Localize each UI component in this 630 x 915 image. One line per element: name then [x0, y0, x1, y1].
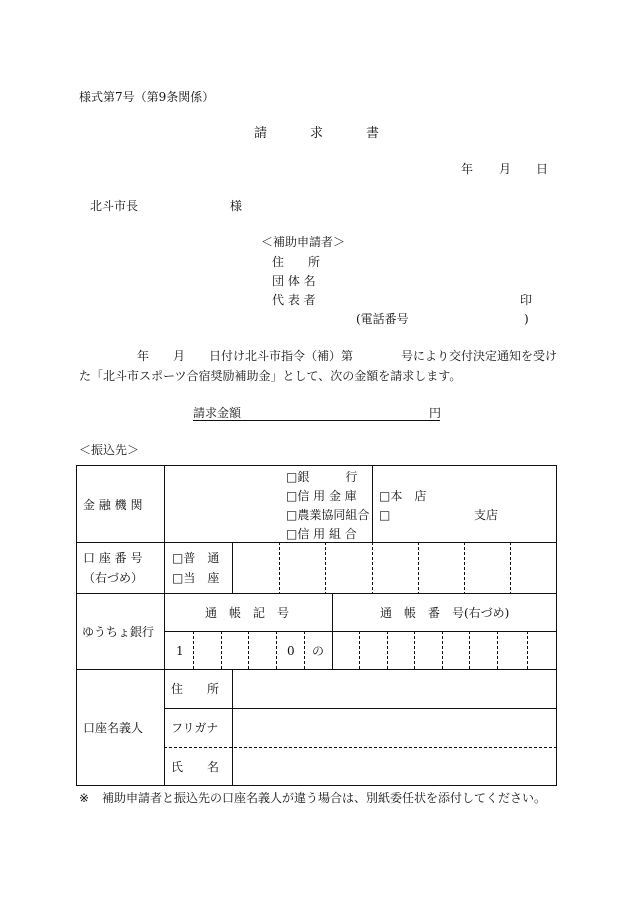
- body-month: 月: [173, 349, 186, 363]
- seal-mark: 印: [520, 293, 533, 307]
- bank-type-shinkin: □信 用 金 庫: [286, 489, 357, 503]
- title-char-3: 書: [366, 126, 380, 141]
- body-notice-text: 号により交付決定通知を受け: [401, 349, 558, 363]
- footnote-mark: ※: [79, 791, 90, 805]
- body-year: 年: [137, 349, 150, 363]
- account-number-note: （右づめ）: [83, 571, 144, 585]
- transfer-heading: ＜振込先＞: [79, 443, 140, 457]
- applicant-address-label: 住 所: [272, 255, 321, 269]
- account-type-checking[interactable]: □当 座: [172, 571, 220, 585]
- phone-label: (電話番号: [356, 312, 409, 326]
- date-day: 日: [536, 162, 549, 176]
- title-char-2: 求: [310, 126, 324, 141]
- applicant-rep-label: 代 表 者: [272, 293, 316, 307]
- holder-label: 口座名義人: [83, 721, 144, 735]
- bank-label: 金 融 機 関: [83, 498, 143, 512]
- bank-type-bank: □銀 行: [286, 470, 358, 484]
- body-request-text: た「北斗市スポーツ合宿奨励補助金」として、次の金額を請求します。: [79, 369, 462, 383]
- yucho-no-char: の: [312, 644, 325, 658]
- holder-kana-label: フリガナ: [171, 721, 219, 735]
- form-number: 様式第7号（第9条関係）: [79, 90, 215, 104]
- passbook-number-header: 通 帳 番 号(右づめ): [380, 606, 510, 620]
- date-year: 年: [461, 162, 474, 176]
- amount-label: 請求金額: [193, 406, 242, 420]
- applicant-heading: ＜補助申請者＞: [261, 235, 346, 249]
- phone-close: ): [524, 312, 529, 326]
- addressee-honorific: 様: [230, 199, 243, 213]
- footnote-text: 補助申請者と振込先の口座名義人が違う場合は、別紙委任状を添付してください。: [102, 791, 547, 805]
- yucho-first-digit: 1: [176, 644, 184, 658]
- bank-type-credit-union: □信 用 組 合: [286, 527, 357, 541]
- yucho-label: ゆうちょ銀行: [82, 625, 155, 639]
- title-char-1: 請: [254, 126, 268, 141]
- addressee-name: 北斗市長: [90, 199, 139, 213]
- holder-name-label: 氏 名: [171, 760, 220, 774]
- amount-unit: 円: [429, 406, 442, 420]
- yucho-zero-digit: 0: [287, 644, 295, 658]
- account-number-label: 口 座 番 号: [83, 551, 143, 565]
- account-type-ordinary[interactable]: □普 通: [172, 551, 220, 565]
- bank-type-ja: □農業協同組合: [286, 508, 370, 522]
- body-order-text: 日付け北斗市指令（補）第: [209, 349, 354, 363]
- holder-address-label: 住 所: [171, 682, 220, 696]
- branch-sub-checkbox[interactable]: □: [379, 508, 391, 522]
- applicant-group-label: 団 体 名: [272, 274, 316, 288]
- date-month: 月: [499, 162, 512, 176]
- branch-main-checkbox[interactable]: □本 店: [379, 489, 427, 503]
- branch-label: 支店: [474, 508, 499, 522]
- passbook-symbol-header: 通 帳 記 号: [205, 606, 290, 620]
